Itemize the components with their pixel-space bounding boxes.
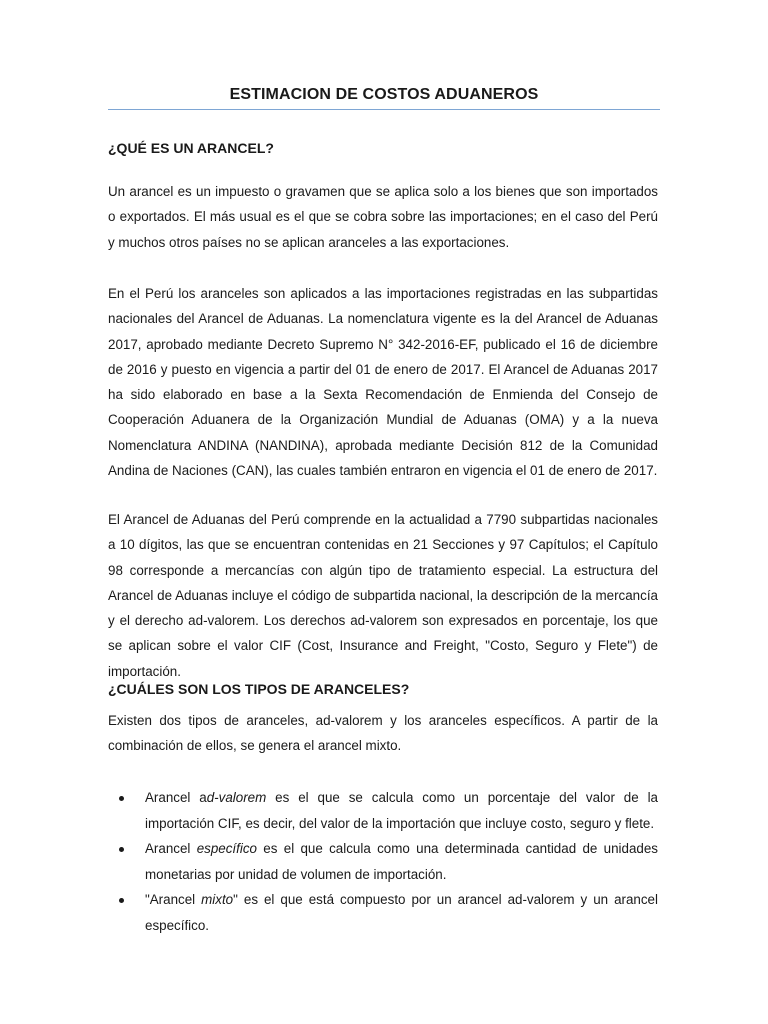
title-underline bbox=[108, 109, 660, 110]
bullet-text-post: es el que se calcula como un porcentaje del valor de la importación CIF, es decir, del valor de la importación que incluye costo, seguro y flete. bbox=[145, 790, 658, 831]
bullet-text-emphasis: mixto bbox=[201, 892, 234, 908]
section-heading-que-es-arancel: ¿QUÉ ES UN ARANCEL? bbox=[108, 140, 274, 156]
section-heading-tipos-aranceles: ¿CUÁLES SON LOS TIPOS DE ARANCELES? bbox=[108, 681, 410, 697]
bullet-text-pre: "Arancel bbox=[145, 892, 202, 908]
bullet-icon bbox=[119, 796, 124, 801]
arancel-types-list bbox=[108, 785, 658, 939]
bullet-text-post: es el que calcula como una determinada cantidad de unidades monetarias por unidad de volumen de importación. bbox=[145, 841, 658, 882]
list-item-mixto bbox=[108, 887, 658, 938]
paragraph-tipos-intro: Existen dos tipos de aranceles, ad-valorem y los aranceles específicos. A partir de la combinación de ellos, se genera el arancel mixto. bbox=[108, 713, 658, 754]
list-item-ad-valorem bbox=[108, 785, 658, 836]
paragraph-peru-aranceles: En el Perú los aranceles son aplicados a las importaciones registradas en las subpartidas nacionales del Arancel de Aduanas. La nomenclatura vigente es la del Arancel de Aduanas 2017, aprobado mediante Decreto Supremo N° 342-2016-EF, publicado el 16 de diciembre de 2016 y puesto en vigencia a partir del 01 de enero de 2017. El Arancel de Aduanas 2017 ha sido elaborado en base a la Sexta Recomendación de Enmienda del Consejo de Cooperación Aduanera de la Organización Mundial de Aduanas (OMA) y a la nueva Nomenclatura ANDINA (NANDINA), aprobada mediante Decisión 812 de la Comunidad Andina de Naciones (CAN), las cuales también entraron en vigencia el 01 de enero de 2017. bbox=[108, 286, 658, 479]
bullet-text-emphasis: específico bbox=[196, 841, 257, 857]
bullet-icon bbox=[119, 847, 124, 852]
bullet-text-pre: Arancel bbox=[145, 841, 197, 857]
paragraph-estructura-arancel: El Arancel de Aduanas del Perú comprende en la actualidad a 7790 subpartidas nacionales a 10 dígitos, las que se encuentran contenidas en 21 Secciones y 97 Capítulos; el Capítulo 98 corresponde a mercancías con algún tipo de tratamiento especial. La estructura del Arancel de Aduanas incluye el código de subpartida nacional, la descripción de la mercancía y el derecho ad-valorem. Los derechos ad-valorem son expresados en porcentaje, los que se aplican sobre el valor CIF (Cost, Insurance and Freight, "Costo, Seguro y Flete") de importación. bbox=[108, 512, 658, 679]
bullet-text-pre: Arancel a bbox=[145, 790, 207, 805]
bullet-text-emphasis: d-valorem bbox=[206, 790, 267, 805]
bullet-text-post: " es el que está compuesto por un arancel ad-valorem y un arancel específico. bbox=[145, 892, 658, 933]
paragraph-definition: Un arancel es un impuesto o gravamen que se aplica solo a los bienes que son importados o exportados. El más usual es el que se cobra sobre las importaciones; en el caso del Perú y muchos otros países no se aplican aranceles a las exportaciones. bbox=[108, 184, 658, 250]
list-item-especifico bbox=[108, 836, 658, 887]
document-title: ESTIMACION DE COSTOS ADUANEROS bbox=[229, 86, 539, 103]
bullet-icon bbox=[119, 898, 124, 903]
